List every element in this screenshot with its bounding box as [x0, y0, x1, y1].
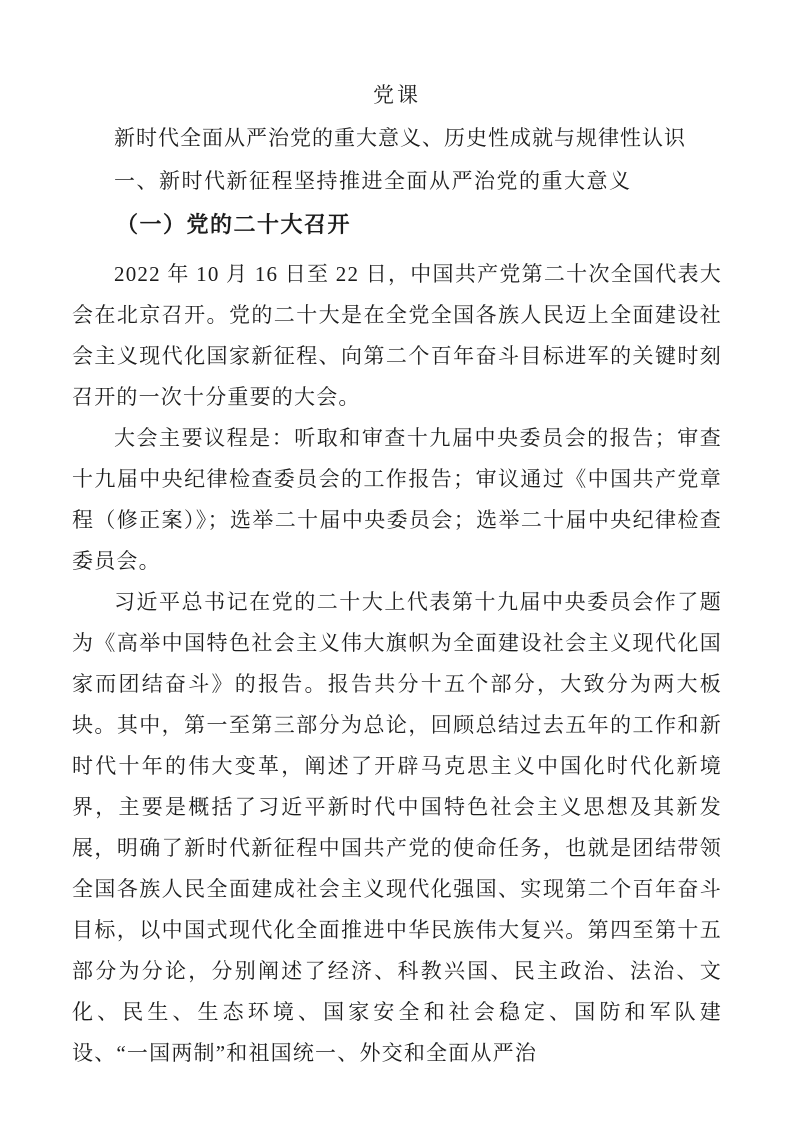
document-title: 党课 [373, 83, 421, 107]
section-heading: 一、新时代新征程坚持推进全面从严治党的重大意义 [114, 169, 632, 193]
paragraph-congress-opening: 2022 年 10 月 16 日至 22 日，中国共产党第二十次全国代表大会在北京召开。党的二十大是在全党全国各族人民迈上全面建设社会主义现代化国家新征程、向第二个百年奋斗目标进军的关键时刻召开的一次十分重要的大会。 [72, 262, 722, 409]
document-subtitle: 新时代全面从严治党的重大意义、历史性成就与规律性认识 [114, 126, 686, 150]
subsection-heading: （一）党的二十大召开 [116, 212, 352, 237]
paragraph-report-structure: 习近平总书记在党的二十大上代表第十九届中央委员会作了题为《高举中国特色社会主义伟大旗帜为全面建设社会主义现代化国家而团结奋斗》的报告。报告共分十五个部分，大致分为两大板块。其中，第一至第三部分为总论，回顾总结过去五年的工作和新时代十年的伟大变革，阐述了开辟马克思主义中国化时代化新境界，主要是概括了习近平新时代中国特色社会主义思想及其新发展，明确了新时代新征程中国共产党的使命任务，也就是团结带领全国各族人民全面建成社会主义现代化强国、实现第二个百年奋斗目标，以中国式现代化全面推进中华民族伟大复兴。第四至第十五部分为分论，分别阐述了经济、科教兴国、民主政治、法治、文化、民生、生态环境、国家安全和社会稳定、国防和军队建设、“一国两制”和祖国统一、外交和全面从严治 [72, 590, 722, 1065]
paragraph-agenda: 大会主要议程是：听取和审查十九届中央委员会的报告；审查十九届中央纪律检查委员会的工作报告；审议通过《中国共产党章程（修正案）》；选举二十届中央委员会；选举二十届中央纪律检查委员会。 [72, 426, 722, 573]
